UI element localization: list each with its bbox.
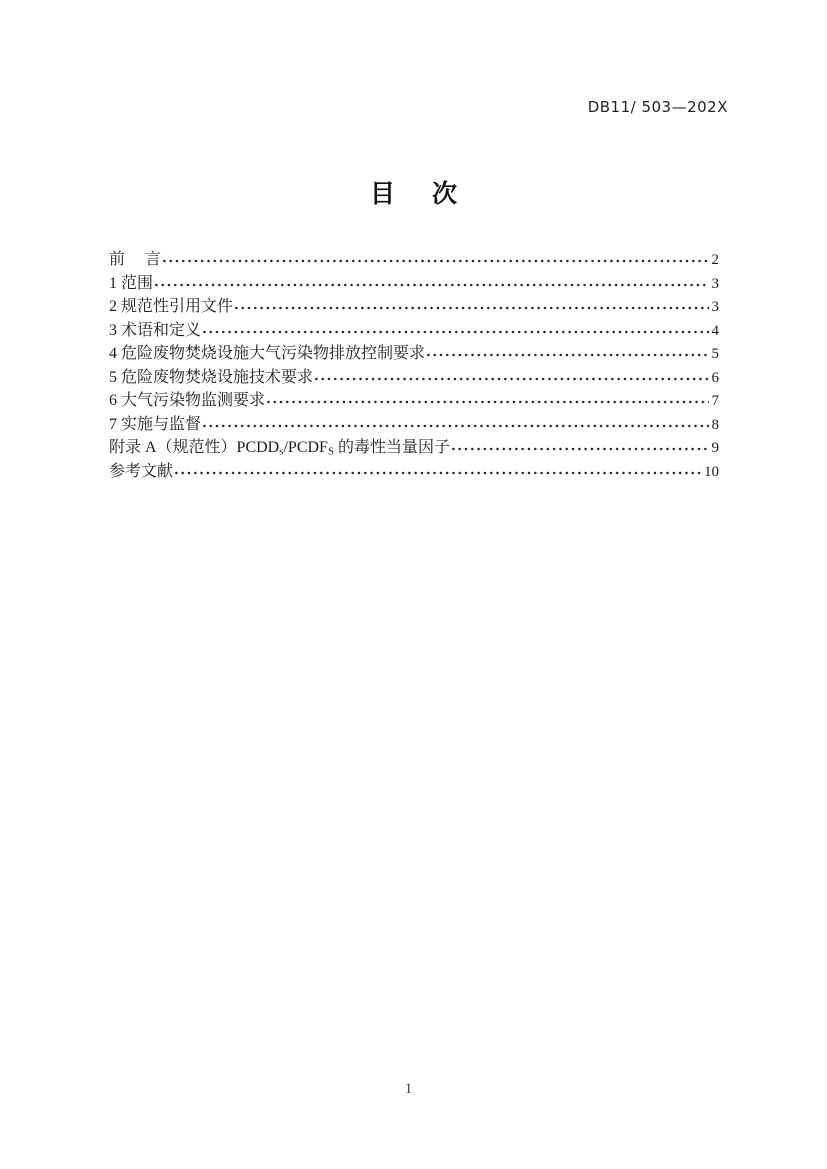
toc-entry-page: 9 — [711, 440, 719, 456]
document-code: DB11/ 503—202X — [587, 98, 728, 116]
toc-entry — [109, 248, 719, 272]
toc-entry-label: 4 危险废物焚烧设施大气污染物排放控制要求 — [109, 345, 426, 362]
toc-entry-page: 10 — [704, 463, 719, 480]
toc-entry-label: 1 范围 — [109, 274, 154, 292]
toc-dot-leader — [427, 352, 708, 358]
toc-dot-leader — [452, 446, 708, 452]
toc-entry-label: 3 术语和定义 — [109, 321, 202, 339]
toc-entry-label: 附录 A（规范性）$PCDD_s/PCDF_S$ 的毒性当量因子 — [109, 439, 451, 458]
page-number: 1 — [404, 1081, 413, 1097]
toc-dot-leader — [203, 423, 708, 429]
toc-dot-leader — [175, 470, 701, 476]
toc-entry — [109, 389, 719, 413]
toc-entry-page: 5 — [711, 346, 719, 362]
toc-dot-leader — [155, 282, 708, 288]
toc-dot-leader — [267, 399, 708, 405]
toc-entry — [109, 295, 719, 319]
toc-dot-leader — [203, 329, 708, 335]
toc-entry — [109, 413, 719, 437]
toc-entry-page: 4 — [711, 322, 719, 339]
toc-entry-page: 6 — [711, 369, 719, 386]
toc-entry-page: 3 — [711, 299, 719, 315]
toc-entry — [109, 366, 719, 390]
toc-dot-leader — [163, 258, 708, 264]
toc-entry-label: 前 言 — [109, 251, 162, 268]
toc-entry — [109, 342, 719, 366]
toc-entry-page: 2 — [711, 252, 719, 268]
toc-entry-label: 7 实施与监督 — [109, 415, 202, 433]
toc-dot-leader — [315, 376, 708, 382]
toc-entry-label: 2 规范性引用文件 — [109, 298, 234, 315]
table-of-contents — [109, 248, 719, 483]
toc-dot-leader — [235, 305, 708, 311]
toc-entry-page: 3 — [711, 275, 719, 292]
toc-entry-page: 8 — [711, 416, 719, 433]
toc-entry-label: 5 危险废物焚烧设施技术要求 — [109, 368, 314, 386]
toc-entry-label: 参考文献 — [109, 462, 174, 480]
toc-entry — [109, 319, 719, 343]
page-title: 目 次 — [370, 180, 457, 208]
toc-entry — [109, 272, 719, 296]
toc-entry-label: 6 大气污染物监测要求 — [109, 392, 266, 409]
toc-entry-page: 7 — [711, 393, 719, 409]
toc-entry — [109, 436, 719, 460]
toc-entry — [109, 460, 719, 484]
